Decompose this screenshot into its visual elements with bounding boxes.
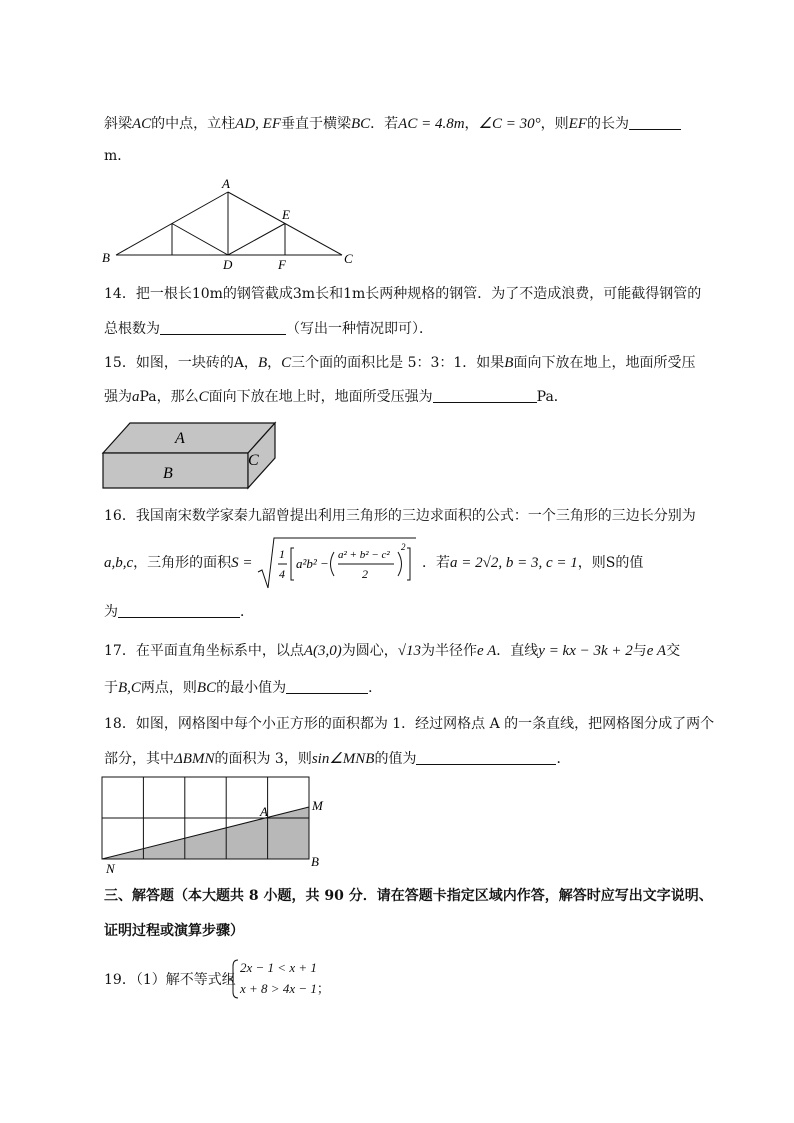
q14-line2: 总根数为 （写出一种情况即可）． xyxy=(104,321,433,337)
q13-line2: m． xyxy=(104,148,132,164)
label-F: F xyxy=(278,257,286,272)
q13-line1: 斜梁AC的中点，立柱AD, EF垂直于横梁BC．若AC = 4.8m，∠C = 30°，则EF的长为 xyxy=(104,115,681,133)
answer-blank-15 xyxy=(433,388,537,403)
label-E: E xyxy=(282,207,290,222)
formula-one: 1 xyxy=(279,547,285,561)
section3-line1: 三、解答题（本大题共 8 小题，共 90 分．请在答题卡指定区域内作答，解答时应写出文字说明、 xyxy=(104,888,713,904)
face-label-B: B xyxy=(163,465,173,482)
q14-line1: 14．把一根长10m的钢管截成3m长和1m长两种规格的钢管．为了不造成浪费，可能截得钢管的 xyxy=(104,286,702,302)
inequality-1: 2x − 1 < x + 1 xyxy=(240,960,317,975)
grid-label-N: N xyxy=(106,861,115,876)
grid-label-B: B xyxy=(311,854,319,869)
formula-numerator: a² + b² − c² xyxy=(338,549,390,561)
grid-figure xyxy=(96,772,336,876)
label-B: B xyxy=(102,250,110,265)
face-label-C: C xyxy=(248,452,259,469)
answer-blank-14 xyxy=(160,320,286,335)
formula-denominator: 2 xyxy=(362,567,368,581)
q15-line2: 强为aPa，那么C面向下放在地上时，地面所受压强为 Pa． xyxy=(104,389,568,405)
label-C: C xyxy=(344,251,353,266)
q17-line1: 17．在平面直角坐标系中，以点A(3,0)为圆心，√13为半径作e A．直线y = kx − 3k + 2与e A交 xyxy=(104,643,681,659)
grid-label-M: M xyxy=(312,798,323,813)
answer-blank-13 xyxy=(629,115,681,130)
grid-label-A: A xyxy=(260,804,268,819)
answer-blank-18 xyxy=(416,750,556,765)
answer-blank-16 xyxy=(118,603,240,618)
q16-line2-right: ．若a = 2√2, b = 3, c = 1，则S的值 xyxy=(422,555,644,571)
q16-line2-left: a,b,c，三角形的面积S = xyxy=(104,555,253,571)
q19-prefix: 19．（1）解不等式组 xyxy=(104,972,236,988)
inequality-2: x + 8 > 4x − 1； xyxy=(240,981,330,996)
truss-figure xyxy=(98,172,358,272)
formula-four: 4 xyxy=(279,567,285,581)
q17-line2: 于B,C两点，则BC的最小值为 ． xyxy=(104,680,383,696)
q16-line3: 为 ． xyxy=(104,604,254,620)
answer-blank-17 xyxy=(286,679,368,694)
label-A: A xyxy=(222,176,230,191)
q18-line2: 部分，其中ΔBMN的面积为 3，则sin∠MNB的值为 ． xyxy=(104,751,571,767)
q16-line1: 16．我国南宋数学家秦九韶曾提出利用三角形的三边求面积的公式：一个三角形的三边长分别为 xyxy=(104,508,696,524)
formula-ab: a²b² − xyxy=(296,556,329,571)
formula-power: 2 xyxy=(401,542,406,552)
section3-line2: 证明过程或演算步骤） xyxy=(104,923,244,939)
q15-line1: 15．如图，一块砖的A，B，C三个面的面积比是 5：3：1．如果B面向下放在地上，地面所受压 xyxy=(104,355,696,371)
heron-formula xyxy=(258,536,418,592)
inequality-brace xyxy=(228,958,240,1000)
brick-figure xyxy=(100,420,280,492)
face-label-A: A xyxy=(175,430,185,447)
q18-line1: 18．如图，网格图中每个小正方形的面积都为 1．经过网格点 A 的一条直线，把网格图分成了两个 xyxy=(104,716,715,732)
label-D: D xyxy=(223,257,233,272)
